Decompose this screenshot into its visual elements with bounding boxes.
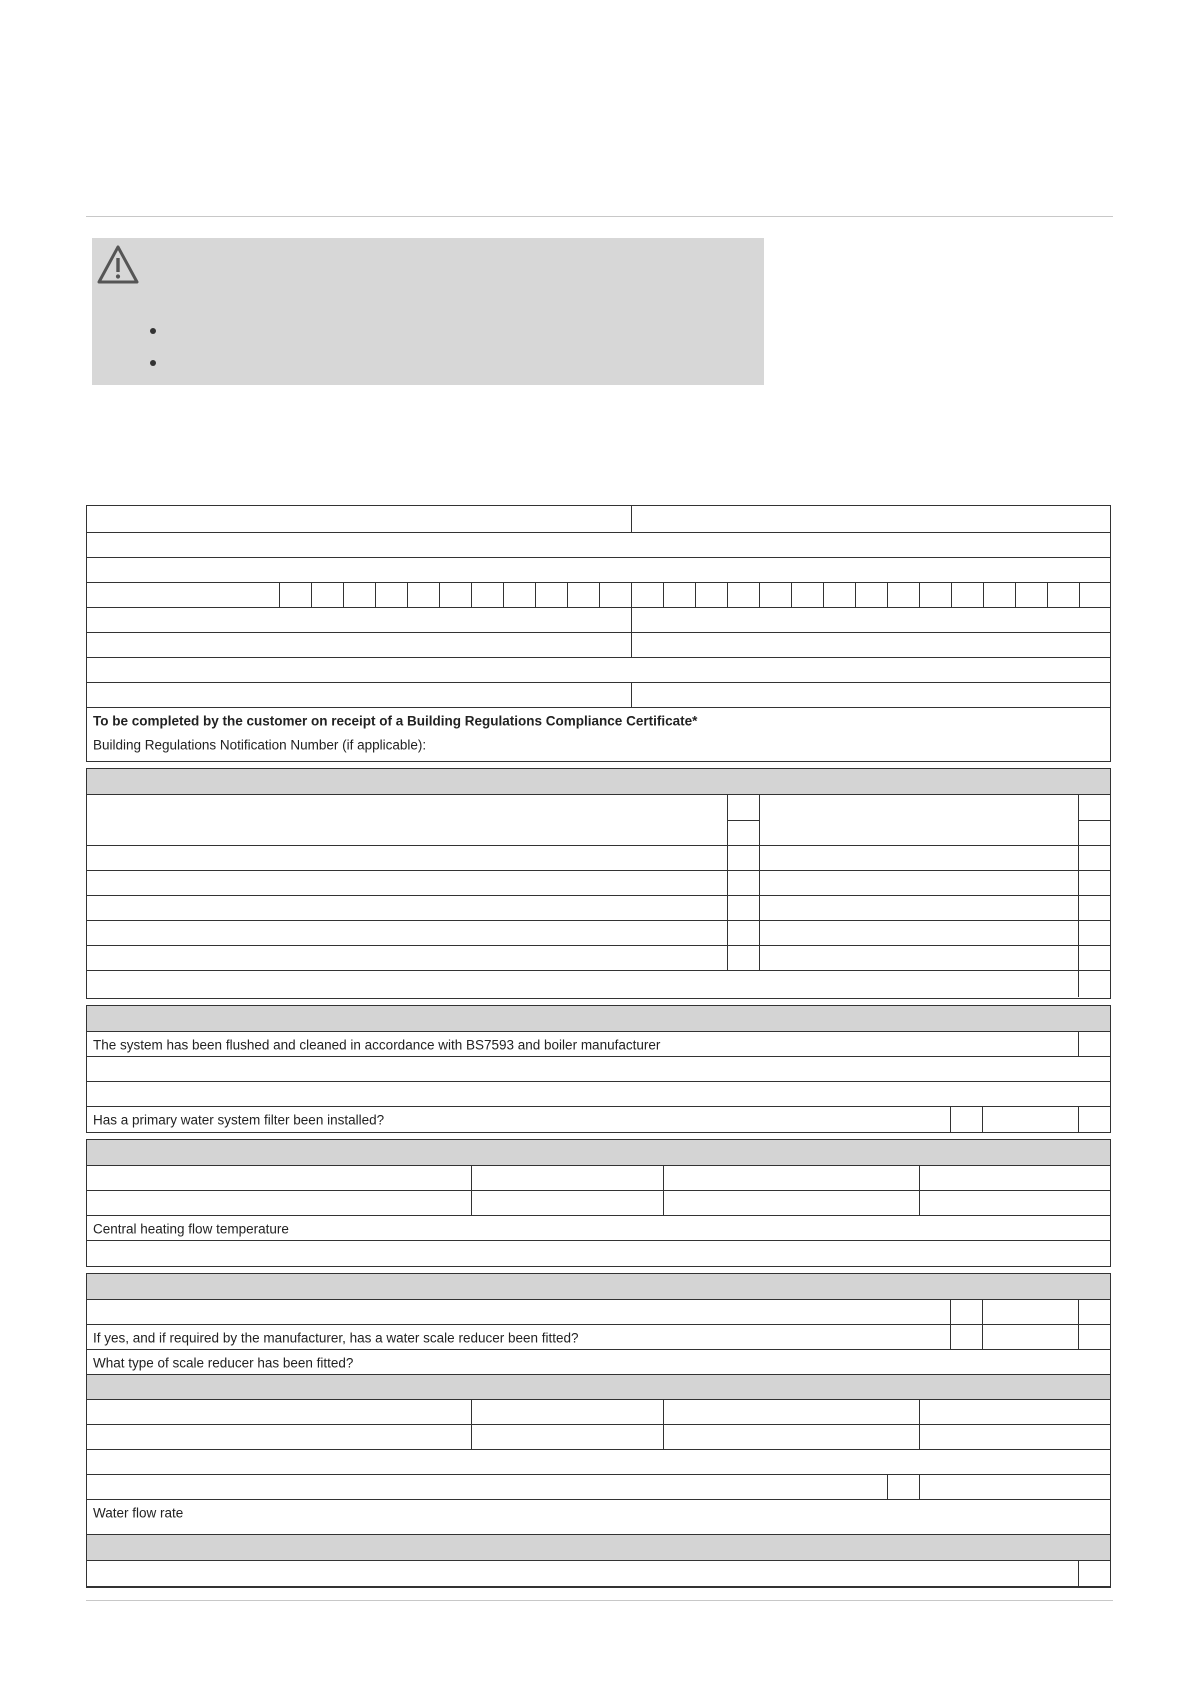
form-row[interactable]	[87, 532, 1110, 558]
serial-char-box[interactable]	[1079, 583, 1112, 608]
bottom-divider	[86, 1600, 1113, 1601]
form-row	[87, 632, 1110, 658]
form-row	[87, 845, 1110, 871]
serial-char-box[interactable]	[983, 583, 1016, 608]
checkbox[interactable]	[1078, 1032, 1110, 1057]
serial-char-box[interactable]	[695, 583, 728, 608]
serial-char-box[interactable]	[1047, 583, 1080, 608]
scale-reducer-row	[87, 1324, 1110, 1350]
checkbox[interactable]	[1078, 871, 1110, 896]
serial-char-box[interactable]	[919, 583, 952, 608]
checkbox[interactable]	[727, 820, 760, 846]
system-cleaning-section	[86, 1005, 1111, 1133]
serial-char-box[interactable]	[727, 583, 760, 608]
serial-char-box[interactable]	[759, 583, 792, 608]
filter-label: Has a primary water system filter been installed?	[93, 1112, 385, 1128]
form-field[interactable]	[471, 1400, 664, 1425]
checkbox[interactable]	[1078, 971, 1110, 997]
form-row	[87, 1474, 1110, 1500]
form-row	[87, 1165, 1110, 1191]
form-field[interactable]	[663, 1425, 920, 1450]
section-header	[87, 769, 1110, 794]
form-field[interactable]	[663, 1400, 920, 1425]
customer-details-section	[86, 505, 1111, 762]
serial-char-box[interactable]	[663, 583, 696, 608]
final-check-section	[86, 1534, 1111, 1587]
water-flow-row[interactable]	[87, 1499, 1110, 1526]
form-field[interactable]	[919, 1400, 1110, 1425]
form-field[interactable]	[663, 1166, 920, 1191]
form-row	[87, 607, 1110, 633]
form-row	[87, 794, 1110, 846]
warning-bullet	[150, 360, 156, 366]
notification-label: Building Regulations Notification Number (if applicable):	[93, 737, 427, 753]
form-row	[87, 682, 1110, 708]
form-field[interactable]	[919, 1191, 1110, 1216]
serial-char-box[interactable]	[407, 583, 440, 608]
serial-char-box[interactable]	[823, 583, 856, 608]
serial-char-box[interactable]	[375, 583, 408, 608]
checkbox[interactable]	[727, 846, 760, 871]
section-header	[87, 1006, 1110, 1031]
form-row	[87, 1190, 1110, 1216]
serial-number-row	[87, 582, 1110, 608]
checkbox[interactable]	[1078, 820, 1110, 846]
warning-panel	[92, 238, 764, 385]
form-row[interactable]	[87, 657, 1110, 683]
checkbox[interactable]	[1078, 1561, 1110, 1586]
serial-char-box[interactable]	[279, 583, 312, 608]
serial-char-box[interactable]	[599, 583, 632, 608]
form-row	[87, 1399, 1110, 1425]
serial-char-box[interactable]	[503, 583, 536, 608]
checkbox[interactable]	[1078, 896, 1110, 921]
serial-char-box[interactable]	[855, 583, 888, 608]
checkbox[interactable]	[1078, 1325, 1110, 1350]
form-row	[87, 970, 1110, 997]
form-field[interactable]	[471, 1166, 664, 1191]
ch-flow-row[interactable]	[87, 1215, 1110, 1241]
section-header	[87, 1374, 1110, 1400]
checkbox[interactable]	[1078, 846, 1110, 871]
serial-char-box[interactable]	[567, 583, 600, 608]
form-field[interactable]	[919, 1425, 1110, 1450]
filter-row	[87, 1106, 1110, 1133]
checkbox[interactable]	[1078, 1300, 1110, 1325]
checkbox[interactable]	[727, 871, 760, 896]
checkbox[interactable]	[950, 1107, 983, 1133]
checkbox[interactable]	[887, 1475, 920, 1500]
checkbox[interactable]	[1078, 921, 1110, 946]
scale-type-label: What type of scale reducer has been fitted?	[93, 1355, 354, 1370]
form-row	[87, 1299, 1110, 1325]
form-row	[87, 1560, 1110, 1586]
customer-heading-row	[87, 707, 1110, 733]
scale-reducer-label: If yes, and if required by the manufacturer, has a water scale reducer been fitted?	[93, 1330, 579, 1345]
form-field[interactable]	[631, 633, 1110, 658]
section-header	[87, 1535, 1110, 1560]
checkbox[interactable]	[727, 946, 760, 971]
warning-bullet	[150, 328, 156, 334]
warning-icon	[96, 244, 140, 286]
section-header	[87, 1274, 1110, 1299]
form-row	[87, 506, 1110, 532]
checkbox[interactable]	[1078, 946, 1110, 971]
serial-char-box[interactable]	[887, 583, 920, 608]
checkbox[interactable]	[727, 896, 760, 921]
checkbox[interactable]	[1078, 1107, 1110, 1133]
section-header	[87, 1140, 1110, 1165]
form-field[interactable]	[919, 1166, 1110, 1191]
form-field[interactable]	[631, 683, 1110, 708]
form-row	[87, 945, 1110, 971]
checkbox[interactable]	[727, 795, 760, 820]
serial-char-box[interactable]	[791, 583, 824, 608]
water-flow-label: Water flow rate	[93, 1505, 184, 1521]
serial-char-box[interactable]	[439, 583, 472, 608]
form-row[interactable]	[87, 1056, 1110, 1082]
form-row	[87, 870, 1110, 896]
form-field[interactable]	[471, 1425, 664, 1450]
serial-char-box[interactable]	[535, 583, 568, 608]
form-row	[87, 1424, 1110, 1450]
form-field[interactable]	[663, 1191, 920, 1216]
form-row[interactable]	[87, 1240, 1110, 1267]
top-divider	[86, 216, 1113, 217]
form-field[interactable]	[631, 608, 1110, 633]
checkbox[interactable]	[1078, 795, 1110, 820]
serial-char-box[interactable]	[631, 583, 664, 608]
serial-char-box[interactable]	[1015, 583, 1048, 608]
flushed-row	[87, 1031, 1110, 1057]
form-row	[87, 920, 1110, 946]
ch-flow-label: Central heating flow temperature	[93, 1221, 289, 1236]
checkbox[interactable]	[950, 1325, 983, 1350]
central-heating-section	[86, 1139, 1111, 1267]
serial-char-box[interactable]	[311, 583, 344, 608]
form-row[interactable]	[87, 1081, 1110, 1107]
checkbox[interactable]	[727, 921, 760, 946]
flushed-label: The system has been flushed and cleaned in accordance with BS7593 and boiler manufacturer	[93, 1037, 661, 1052]
controls-section	[86, 768, 1111, 999]
form-field[interactable]	[87, 506, 631, 532]
scale-type-row[interactable]	[87, 1349, 1110, 1375]
serial-char-box[interactable]	[951, 583, 984, 608]
form-row	[87, 895, 1110, 921]
form-row[interactable]	[87, 1449, 1110, 1475]
customer-heading: To be completed by the customer on receipt of a Building Regulations Compliance Certificate*	[93, 713, 698, 728]
form-field[interactable]	[471, 1191, 664, 1216]
checkbox[interactable]	[950, 1300, 983, 1325]
serial-char-box[interactable]	[343, 583, 376, 608]
serial-char-box[interactable]	[471, 583, 504, 608]
notification-row[interactable]	[87, 732, 1110, 758]
form-row[interactable]	[87, 557, 1110, 583]
form-field[interactable]	[631, 506, 1110, 532]
